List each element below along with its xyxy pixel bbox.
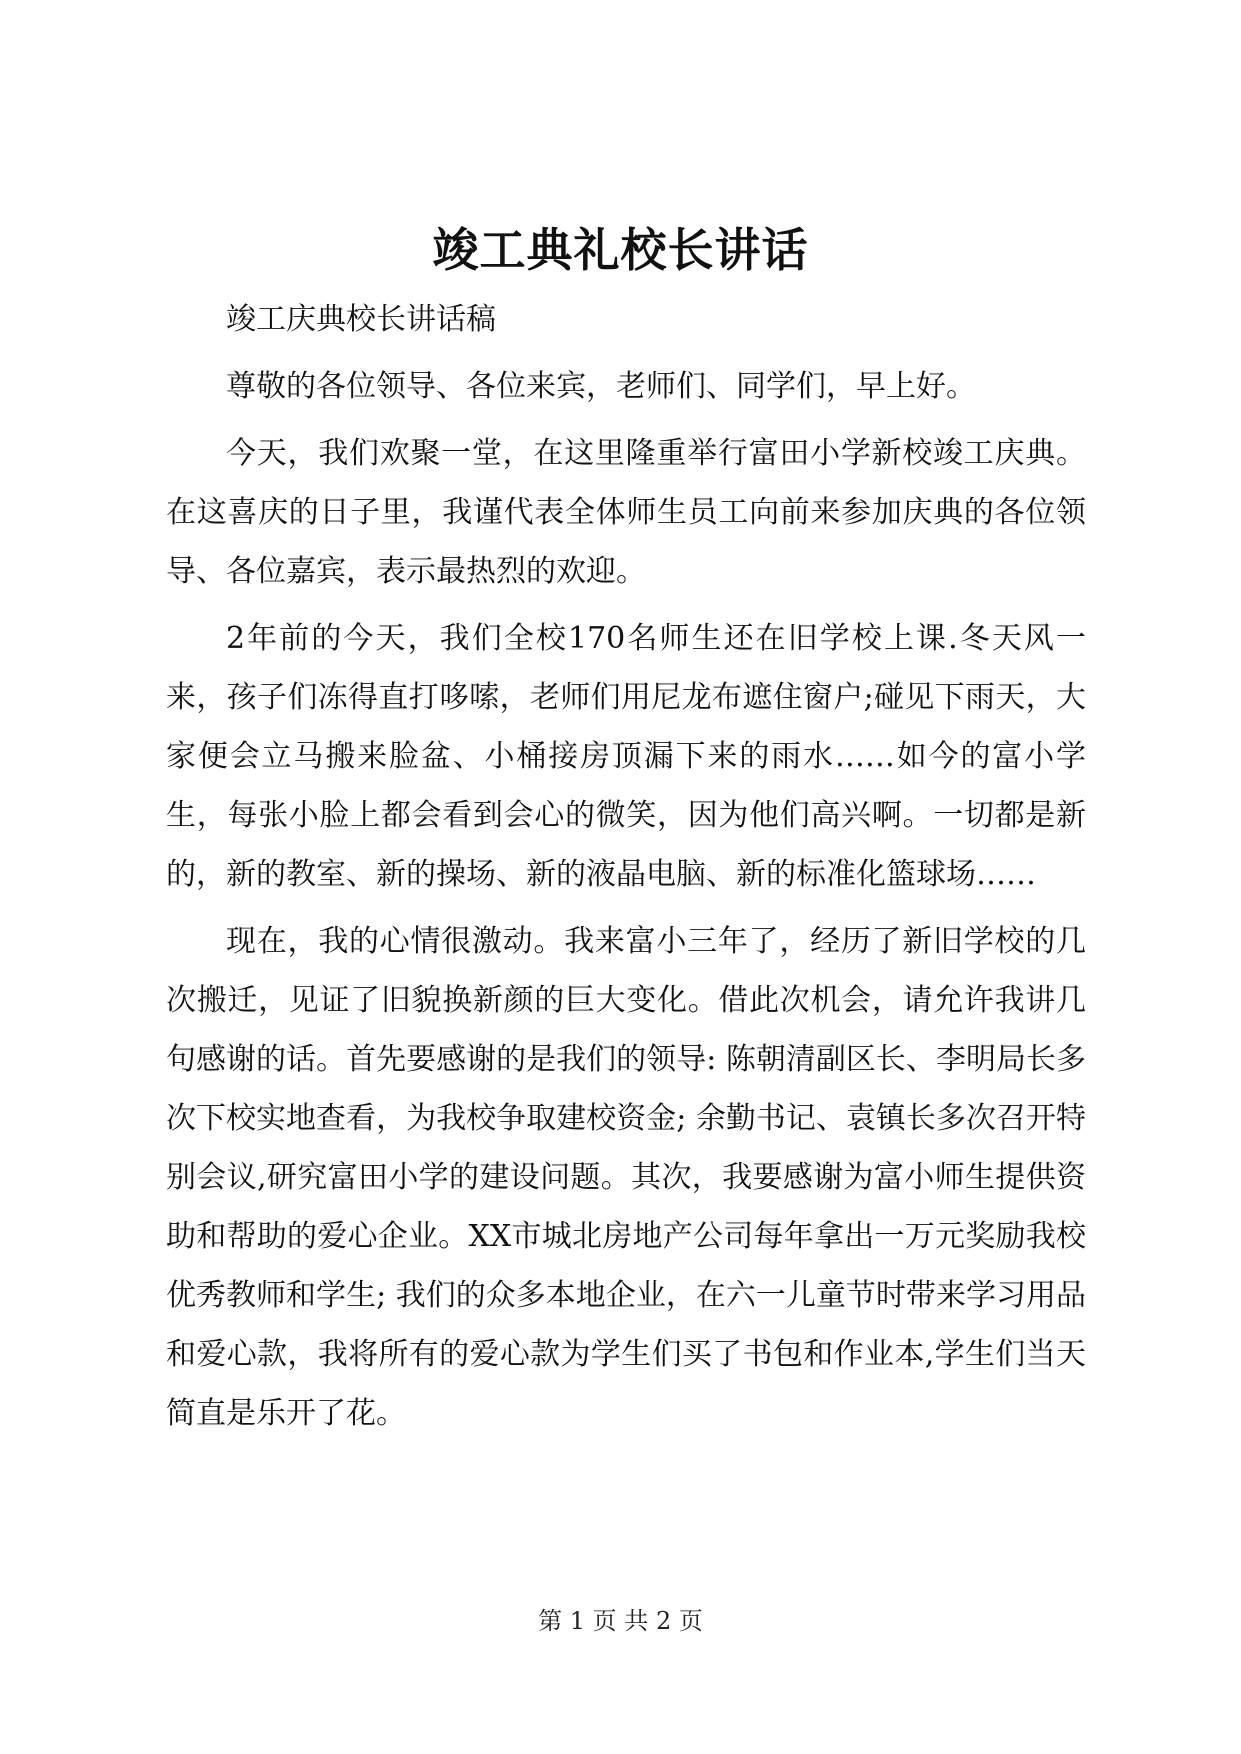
document-body <box>166 290 1086 1451</box>
paragraph-history: 2年前的今天，我们全校170名师生还在旧学校上课.冬天风一来，孩子们冻得直打哆嗦，老师们用尼龙布遮住窗户;碰见下雨天，大家便会立马搬来脸盆、小桶接房顶漏下来的雨水……如今的富小学生，每张小脸上都会看到会心的微笑，因为他们高兴啊。一切都是新的，新的教室、新的操场、新的液晶电脑、新的标准化篮球场…… <box>166 621 1086 892</box>
document-title: 竣工典礼校长讲话 <box>432 223 809 277</box>
paragraph-thanks: 现在，我的心情很激动。我来富小三年了，经历了新旧学校的几次搬迁，见证了旧貌换新颜的巨大变化。借此次机会，请允许我讲几句感谢的话。首先要感谢的是我们的领导: 陈朝清副区长、李明局长多次下校实地查看，为我校争取建校资金; 余勤书记、袁镇长多次召开特别会议,研究富田小学的建设问题。其次，我要感谢为富小师生提供资助和帮助的爱心企业。XX市城北房地产公司每年拿出一万元奖励我校优秀教师和学生; 我们的众多本地企业，在六一儿童节时带来学习用品和爱心款，我将所有的爱心款为学生们买了书包和作业本,学生们当天简直是乐开了花。 <box>166 924 1086 1431</box>
paragraph-welcome: 今天，我们欢聚一堂，在这里隆重举行富田小学新校竣工庆典。在这喜庆的日子里，我谨代表全体师生员工向前来参加庆典的各位领导、各位嘉宾，表示最热烈的欢迎。 <box>166 436 1086 589</box>
page-footer: 第 1 页 共 2 页 <box>538 1607 703 1635</box>
paragraph-subtitle: 竣工庆典校长讲话稿 <box>226 302 496 337</box>
paragraph-greeting: 尊敬的各位领导、各位来宾，老师们、同学们，早上好。 <box>226 369 976 404</box>
